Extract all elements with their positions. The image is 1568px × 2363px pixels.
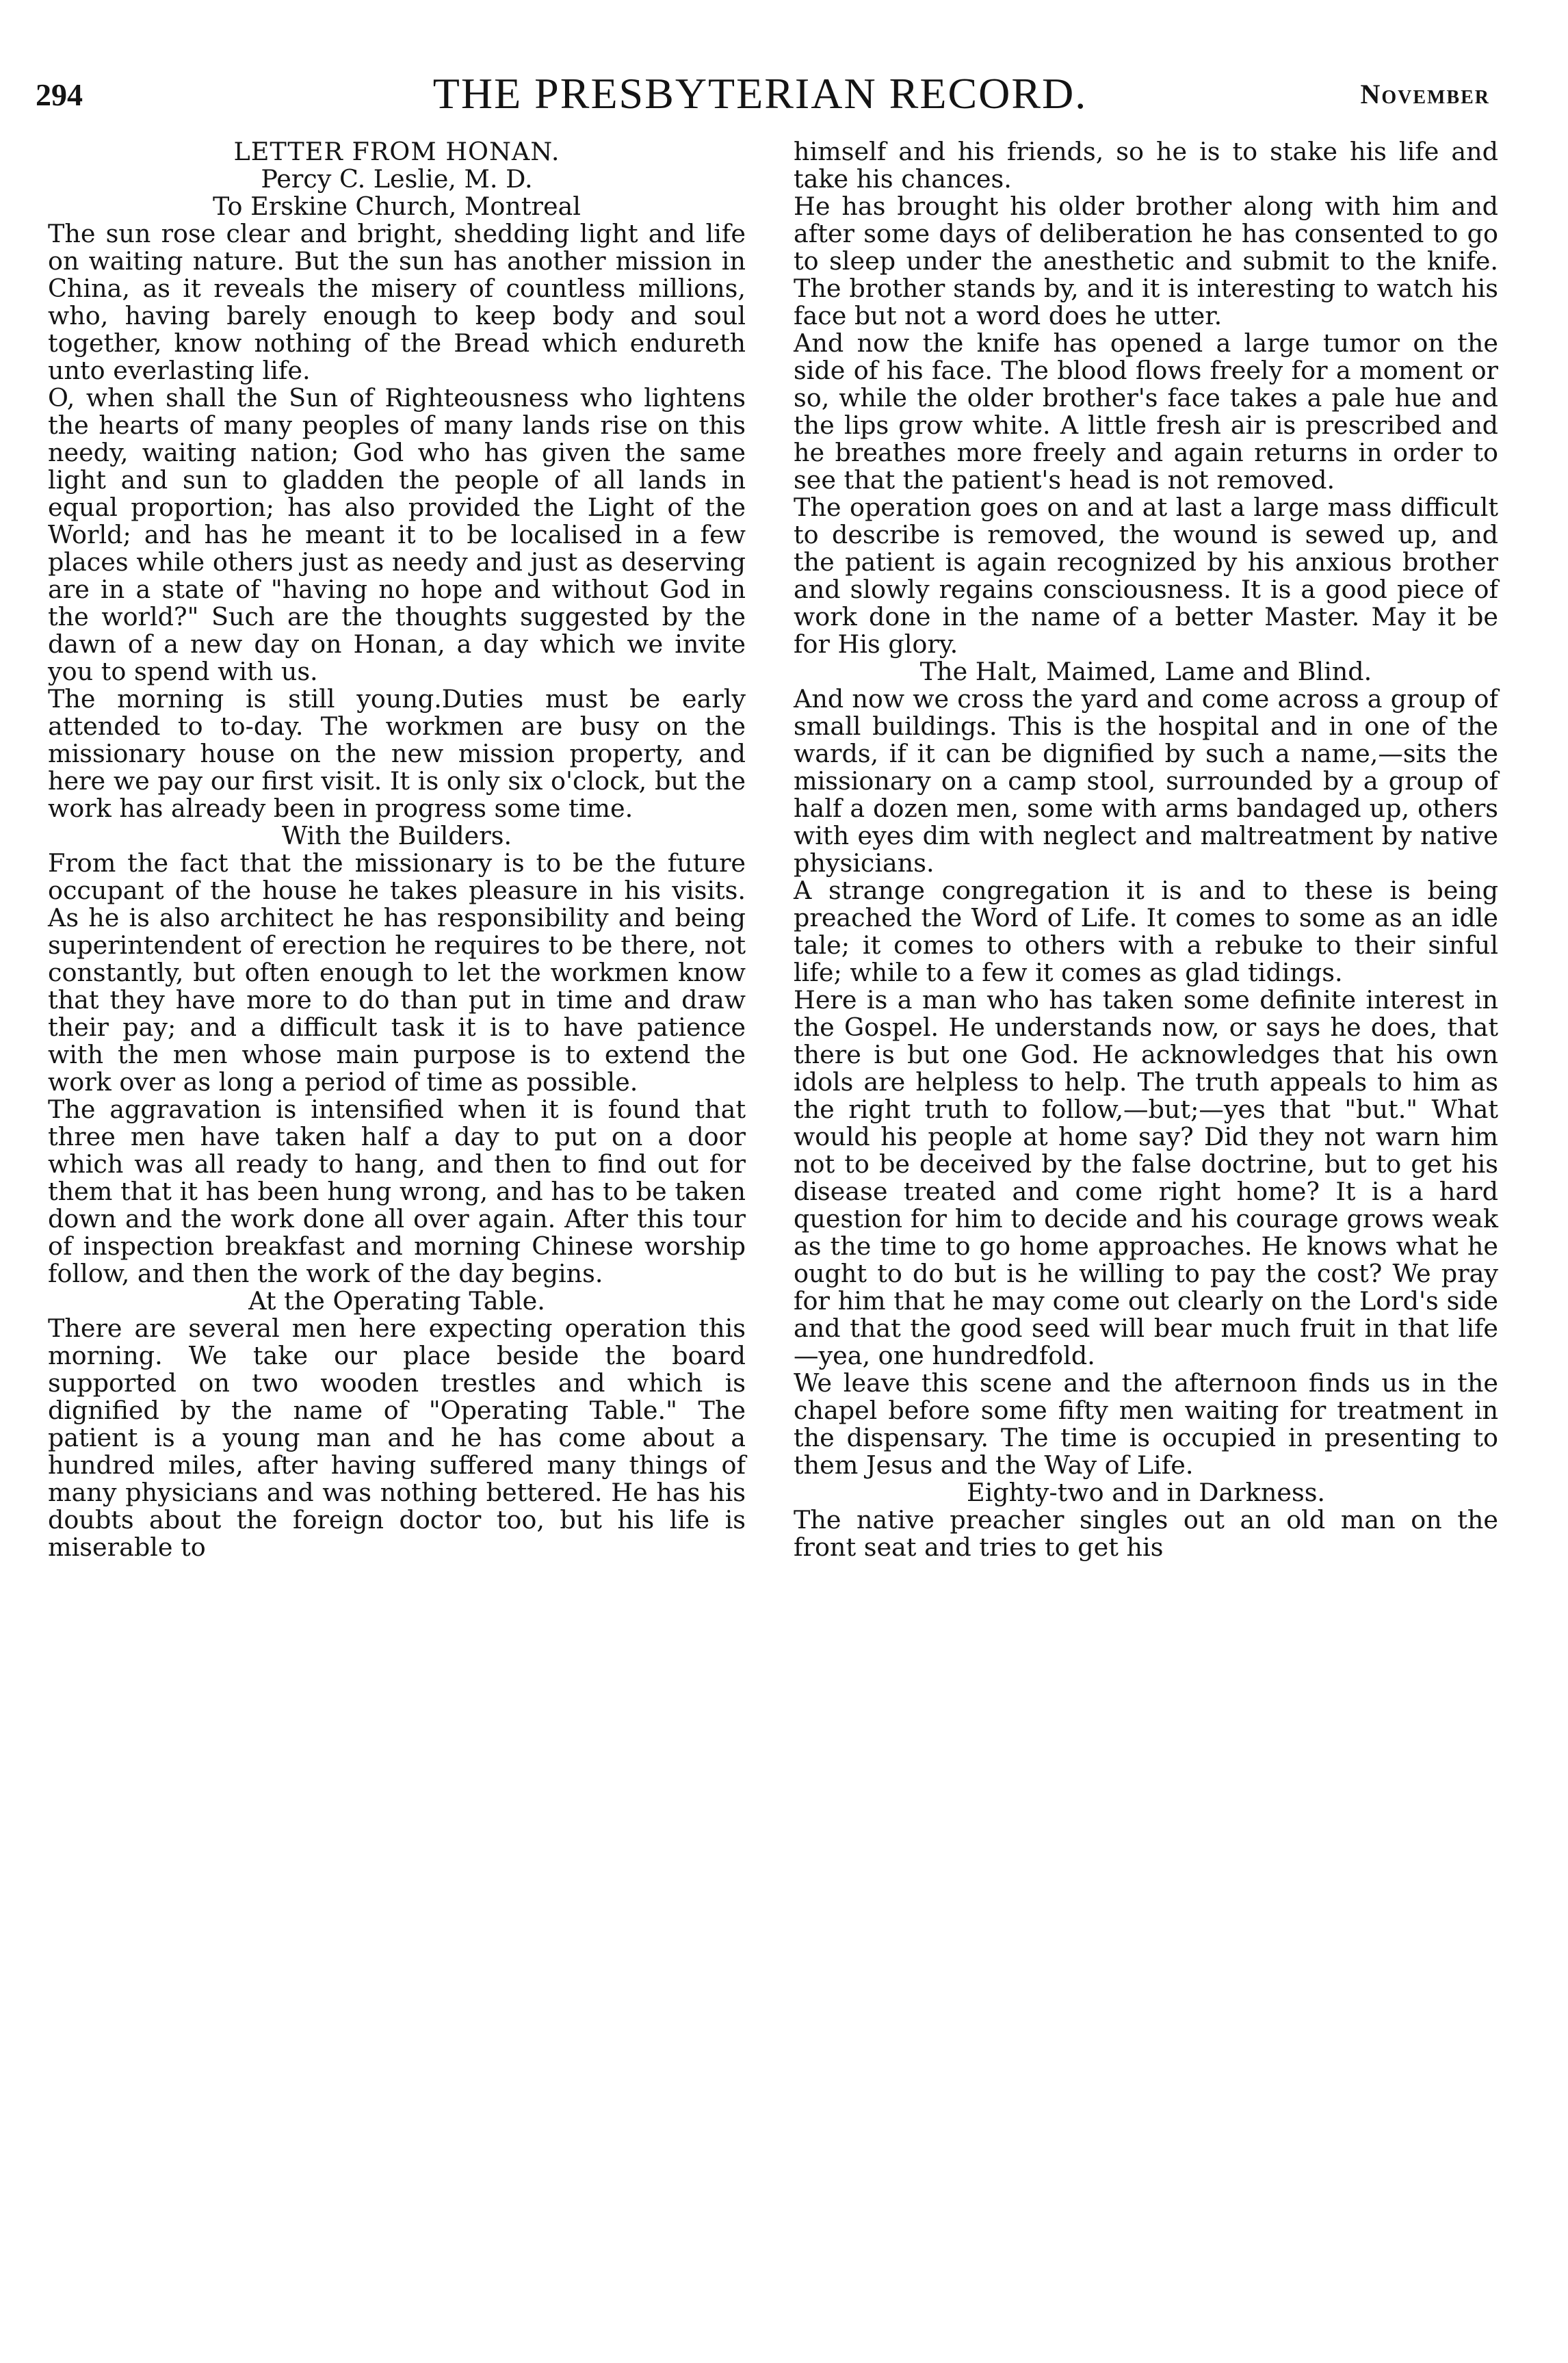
section-heading: The Halt, Maimed, Lame and Blind. bbox=[919, 657, 1372, 686]
paragraph: The native preacher singles out an old man on the front seat and tries to get his bbox=[794, 1505, 1498, 1562]
article-title: LETTER FROM HONAN. bbox=[233, 137, 560, 166]
paragraph: The sun rose clear and bright, shedding light and life on waiting nature. But the sun has another mission in China, as it reveals the misery of countless millions, who, having barely enough to keep body and soul together, know nothing of the Bread which endureth unto everlasting life. bbox=[48, 219, 746, 385]
left-column bbox=[48, 138, 746, 1561]
paragraph: There are several men here expecting operation this morning. We take our place beside the board supported on two wooden trestles and which is dignified by the name of "Operating Table." The patient is a young man and he has come about a hundred miles, after having suffered many things of many physicians and was nothing bettered. He has his doubts about the foreign doctor too, but his life is miserable to bbox=[48, 1314, 746, 1562]
section-heading: Eighty-two and in Darkness. bbox=[966, 1478, 1326, 1507]
paragraph: A strange congregation it is and to these is being preached the Word of Life. It comes to some as an idle tale; it comes to others with a rebuke to their sinful life; while to a few it comes as glad tidings. bbox=[794, 876, 1498, 987]
paragraph: And now we cross the yard and come across a group of small buildings. This is the hospital and in one of the wards, if it can be dignified by such a name,—sits the missionary on a camp stool, surrounded by a group of half a dozen men, some with arms bandaged up, others with eyes dim with neglect and maltreatment by native physicians. bbox=[794, 684, 1498, 878]
publication-title: THE PRESBYTERIAN RECORD. bbox=[432, 69, 1088, 118]
section-heading: With the Builders. bbox=[281, 821, 512, 850]
paragraph: He has brought his older brother along with him and after some days of deliberation he has consented to go to sleep under the anesthetic and submit to the knife. The brother stands by, and it is interesting to watch his face but not a word does he utter. bbox=[794, 192, 1498, 330]
paragraph: And now the knife has opened a large tumor on the side of his face. The blood flows freely for a moment or so, while the older brother's face takes a pale hue and the lips grow white. A little fresh air is prescribed and he breathes more freely and again returns in order to see that the patient's head is not removed. bbox=[794, 328, 1498, 495]
article-author: Percy C. Leslie, M. D. bbox=[261, 164, 533, 194]
paragraph: O, when shall the Sun of Righteousness who lightens the hearts of many peoples of many lands rise on this needy, waiting nation; God who has given the same light and sun to gladden the people of all lands in equal proportion; has also provided the Light of the World; and has he meant it to be localised in a few places while others just as needy and just as deserving are in a state of "having no hope and without God in the world?" Such are the thoughts suggested by the dawn of a new day on Honan, a day which we invite you to spend with us. bbox=[48, 383, 746, 686]
paragraph: From the fact that the missionary is to be the future occupant of the house he takes pleasure in his visits. As he is also architect he has responsibility and being superintendent of erection he requires to be there, not constantly, but often enough to let the workmen know that they have more to do than put in time and draw their pay; and a difficult task it is to have patience with the men whose main purpose is to extend the work over as long a period of time as possible. bbox=[48, 848, 746, 1097]
page-header bbox=[30, 68, 1490, 123]
article-recipient: To Erskine Church, Montreal bbox=[213, 192, 581, 221]
page-number: 294 bbox=[36, 77, 83, 112]
section-heading: At the Operating Table. bbox=[248, 1286, 545, 1316]
paragraph: Here is a man who has taken some definite interest in the Gospel. He understands now, or says he does, that there is but one God. He acknowledges that his own idols are helpless to help. The truth appeals to him as the right truth to follow,—but;—yes that "but." What would his people at home say? Did they not warn him not to be deceived by the false doctrine, but to get his disease treated and come right home? It is a hard question for him to decide and his courage grows weak as the time to go home approaches. He knows what he ought to do but is he willing to pay the cost? We pray for him that he may come out clearly on the Lord's side and that the good seed will bear much fruit in that life —yea, one hundredfold. bbox=[794, 985, 1498, 1370]
right-column bbox=[794, 138, 1498, 1561]
paragraph: The morning is still young.Duties must be early attended to to-day. The workmen are busy on the missionary house on the new mission property, and here we pay our first visit. It is only six o'clock, but the work has already been in progress some time. bbox=[48, 684, 746, 823]
paragraph: The aggravation is intensified when it is found that three men have taken half a day to put on a door which was all ready to hang, and then to find out for them that it has been hung wrong, and has to be taken down and the work done all over again. After this tour of inspection breakfast and morning Chinese worship follow, and then the work of the day begins. bbox=[48, 1095, 746, 1288]
paragraph: We leave this scene and the afternoon finds us in the chapel before some fifty men waiting for treatment in the dispensary. The time is occupied in presenting to them Jesus and the Way of Life. bbox=[794, 1368, 1498, 1480]
issue-month: November bbox=[1360, 79, 1490, 109]
paragraph: The operation goes on and at last a large mass difficult to describe is removed, the wound is sewed up, and the patient is again recognized by his anxious brother and slowly regains consciousness. It is a good piece of work done in the name of a better Master. May it be for His glory. bbox=[794, 493, 1498, 659]
paragraph: himself and his friends, so he is to stake his life and take his chances. bbox=[794, 137, 1498, 194]
